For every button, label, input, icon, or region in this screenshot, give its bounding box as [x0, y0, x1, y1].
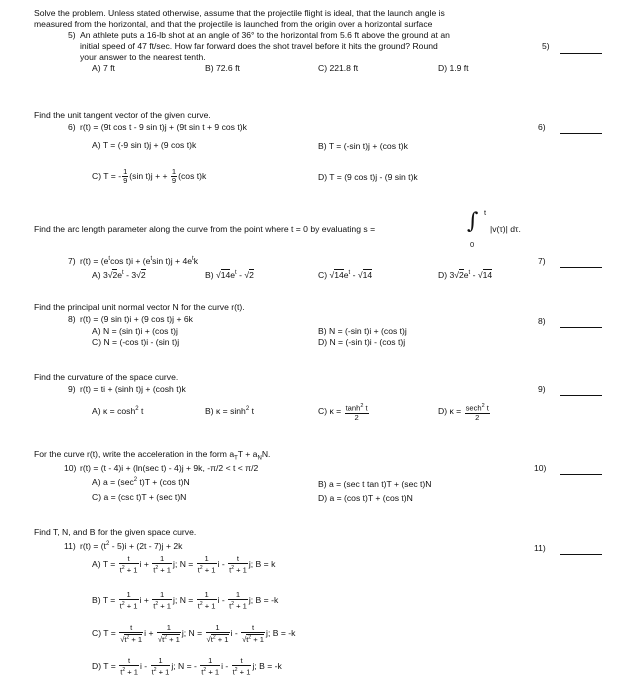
section-instruction: Find the curvature of the space curve.: [34, 372, 179, 382]
question-stem: $r(t) = (t^2 - 5)i + (2t - 7)j + 2k$: [80, 541, 183, 551]
option-c[interactable]: C) T = t √ $t^2 + 1$ i + 1 √ $t^2 + 1$ j; N = 1 √ $t^2 + 1$ i - t √ $t^2 + 1$ j; B = -k: [92, 624, 295, 644]
question-stem-line1: An athlete puts a 16-lb shot at an angle of 36° to the horizontal from 5.6 ft above the ground at an: [80, 30, 450, 40]
fraction: $\frac{1}{t^2 + 1}$: [153, 590, 172, 611]
fraction: $\frac{t}{t^2 + 1}$: [232, 656, 251, 677]
option-d[interactable]: D) 3√ $2e^t$ - √ 14: [438, 270, 492, 280]
answer-blank[interactable]: [560, 133, 602, 134]
option-a[interactable]: A) $\kappa = \cosh^2 t$: [92, 406, 144, 416]
answer-blank[interactable]: [560, 474, 602, 475]
option-b[interactable]: B) T = $\frac{1}{t^2 + 1}$ i + $\frac{1}{t^2 + 1}$ j; N = $\frac{1}{t^2 + 1}$ i - $\frac{1}{t^2 + 1}$ j; B = -k: [92, 590, 279, 611]
section-instruction: Find T, N, and B for the given space curve.: [34, 527, 197, 537]
section-instruction: Find the principal unit normal vector N for the curve r(t).: [34, 302, 245, 312]
option-a[interactable]: A) 3√ $2e^t - 3√$ 2: [92, 270, 146, 280]
fraction: $\frac{\tanh^2 t}{2}$: [345, 403, 368, 422]
question-stem: r(t) = (t - 4)i + (ln(sec t) - 4)j + 9k, -π/2 < t < π/2: [80, 463, 259, 473]
option-d[interactable]: D) N = (-sin t)i - (cos t)j: [318, 337, 406, 347]
option-b[interactable]: B) √ $14e^t$ - √ 2: [205, 270, 254, 280]
question-stem-line3: your answer to the nearest tenth.: [80, 52, 206, 62]
fraction: $\frac{1}{t^2 + 1}$: [201, 656, 220, 677]
question-number: 11): [64, 541, 76, 551]
fraction: $\frac{1}{9}$: [171, 167, 177, 185]
integrand: |v(τ)| dτ.: [490, 224, 521, 234]
fraction: $\frac{1}{t^2 + 1}$: [119, 590, 138, 611]
fraction: t √ $t^2 + 1$: [241, 624, 265, 644]
answer-label: 8): [538, 316, 546, 326]
option-d[interactable]: D) κ = $\frac{\sec h^2 t}{2}$: [438, 403, 489, 422]
question-stem: r(t) = (9t cos t - 9 sin t)j + (9t sin t + 9 cos t)k: [80, 122, 247, 132]
option-c[interactable]: C) κ = $\frac{\tanh^2 t}{2}$: [318, 403, 368, 422]
fraction: $\frac{\sec h^2 t}{2}$: [465, 403, 489, 422]
fraction: 1 √ $t^2 + 1$: [206, 624, 230, 644]
integral-lower-limit: 0: [470, 240, 475, 249]
answer-label: 10): [534, 463, 547, 473]
fraction: $\frac{1}{t^2 + 1}$: [197, 590, 216, 611]
option-b[interactable]: B) 72.6 ft: [205, 63, 240, 73]
answer-label: 7): [538, 256, 546, 266]
option-c-mid: (sin t)j +: [129, 170, 161, 181]
option-a[interactable]: A) $a = (\sec^2$ t)T + (cos t)N: [92, 477, 190, 487]
fraction: $\frac{1}{t^2 + 1}$: [197, 554, 216, 575]
question-number: 8): [68, 314, 76, 324]
section-instruction: Find the arc length parameter along the curve from the point where t = 0 by evaluating s =: [34, 224, 376, 234]
option-c[interactable]: C) N = (-cos t)i - (sin t)j: [92, 337, 180, 347]
fraction: t √ $t^2 + 1$: [119, 624, 143, 644]
option-a[interactable]: A) T = (-9 sin t)j + (9 cos t)k: [92, 140, 197, 150]
option-b[interactable]: B) $\kappa = \sinh^2 t$: [205, 406, 254, 416]
answer-blank[interactable]: [560, 53, 602, 54]
question-number: 10): [64, 463, 77, 473]
fraction: $\frac{t}{t^2 + 1}$: [120, 656, 138, 677]
option-b[interactable]: B) T = (-sin t)j + (cos t)k: [318, 141, 408, 151]
answer-label: 9): [538, 384, 546, 394]
section-instruction: Find the unit tangent vector of the given curve.: [34, 110, 211, 120]
fraction: $\frac{1}{t^2 + 1}$: [151, 656, 170, 677]
option-d[interactable]: D) T = (9 cos t)j - (9 sin t)k: [318, 172, 418, 182]
answer-label: 6): [538, 122, 546, 132]
option-b[interactable]: B) a = (sec t tan t)T + (sec t)N: [318, 479, 432, 489]
integral-sign: ∫: [467, 209, 479, 234]
option-c-prefix: C) T = -: [92, 170, 122, 181]
answer-blank[interactable]: [560, 395, 602, 396]
answer-label: 5): [542, 41, 550, 51]
option-a[interactable]: A) N = (sin t)i + (cos t)j: [92, 326, 178, 336]
fraction: $\frac{1}{t^2 + 1}$: [229, 590, 247, 611]
option-d[interactable]: D) T = $\frac{t}{t^2 + 1}$ i - $\frac{1}{t^2 + 1}$ j; N = - $\frac{1}{t^2 + 1}$ i - $\frac{t}{t^2 + 1}$ j; B = -k: [92, 656, 282, 677]
question-number: 5): [68, 30, 76, 40]
fraction: $\frac{1}{t^2 + 1}$: [153, 554, 172, 575]
option-c[interactable]: C) √ $14e^t$ - √ 14: [318, 270, 372, 280]
instruction-header-line1: Solve the problem. Unless stated otherwise, assume that the projectile flight is ideal, that the launch angle is: [34, 8, 445, 18]
question-number: 6): [68, 122, 76, 132]
question-stem: r(t) = (9 sin t)i + (9 cos t)j + 6k: [80, 314, 193, 324]
option-c[interactable]: C) 221.8 ft: [318, 63, 359, 73]
fraction: $\frac{t}{t^2 + 1}$: [119, 554, 138, 575]
fraction: 1 √ $t^2 + 1$: [157, 624, 181, 644]
option-c-suffix: (cos t)k: [178, 170, 207, 181]
option-d[interactable]: D) 1.9 ft: [438, 63, 469, 73]
option-a[interactable]: A) T = $\frac{t}{t^2 + 1}$ i + $\frac{1}{t^2 + 1}$ j; N = $\frac{1}{t^2 + 1}$ i - $\frac{t}{t^2 + 1}$ j; B = k: [92, 554, 276, 575]
answer-blank[interactable]: [560, 554, 602, 555]
section-instruction: For the curve r(t), write the acceleration in the form $a_TT + a_NN$.: [34, 449, 271, 462]
option-b[interactable]: B) N = (-sin t)i + (cos t)j: [318, 326, 407, 336]
question-stem-line2: initial speed of 47 ft/sec. How far forward does the shot travel before it hits the ground? Round: [80, 41, 438, 51]
fraction: $\frac{t}{t^2 + 1}$: [229, 554, 247, 575]
answer-label: 11): [534, 543, 546, 553]
question-stem: $r(t) = (e^t\cos$ $t)i + (e^t\sin$ $t)j + 4e^tk$: [80, 256, 198, 266]
question-stem: r(t) = ti + (sinh t)j + (cosh t)k: [80, 384, 186, 394]
answer-blank[interactable]: [560, 267, 602, 268]
integral-upper-limit: t: [484, 208, 487, 217]
question-number: 7): [68, 256, 76, 266]
question-number: 9): [68, 384, 76, 394]
answer-blank[interactable]: [560, 327, 602, 328]
fraction: $\frac{1}{9}$: [123, 167, 128, 185]
option-c[interactable]: C) T = - $\frac{1}{9}$ (sin t)j + + $\frac{1}{9}$ (cos t)k: [92, 167, 207, 185]
option-d[interactable]: D) a = (cos t)T + (cos t)N: [318, 493, 413, 503]
instruction-header-line2: measured from the horizontal, and that the projectile is launched from the origin over a horizontal surface: [34, 19, 433, 29]
option-c[interactable]: C) a = (csc t)T + (sec t)N: [92, 492, 187, 502]
option-a[interactable]: A) 7 ft: [92, 63, 115, 73]
